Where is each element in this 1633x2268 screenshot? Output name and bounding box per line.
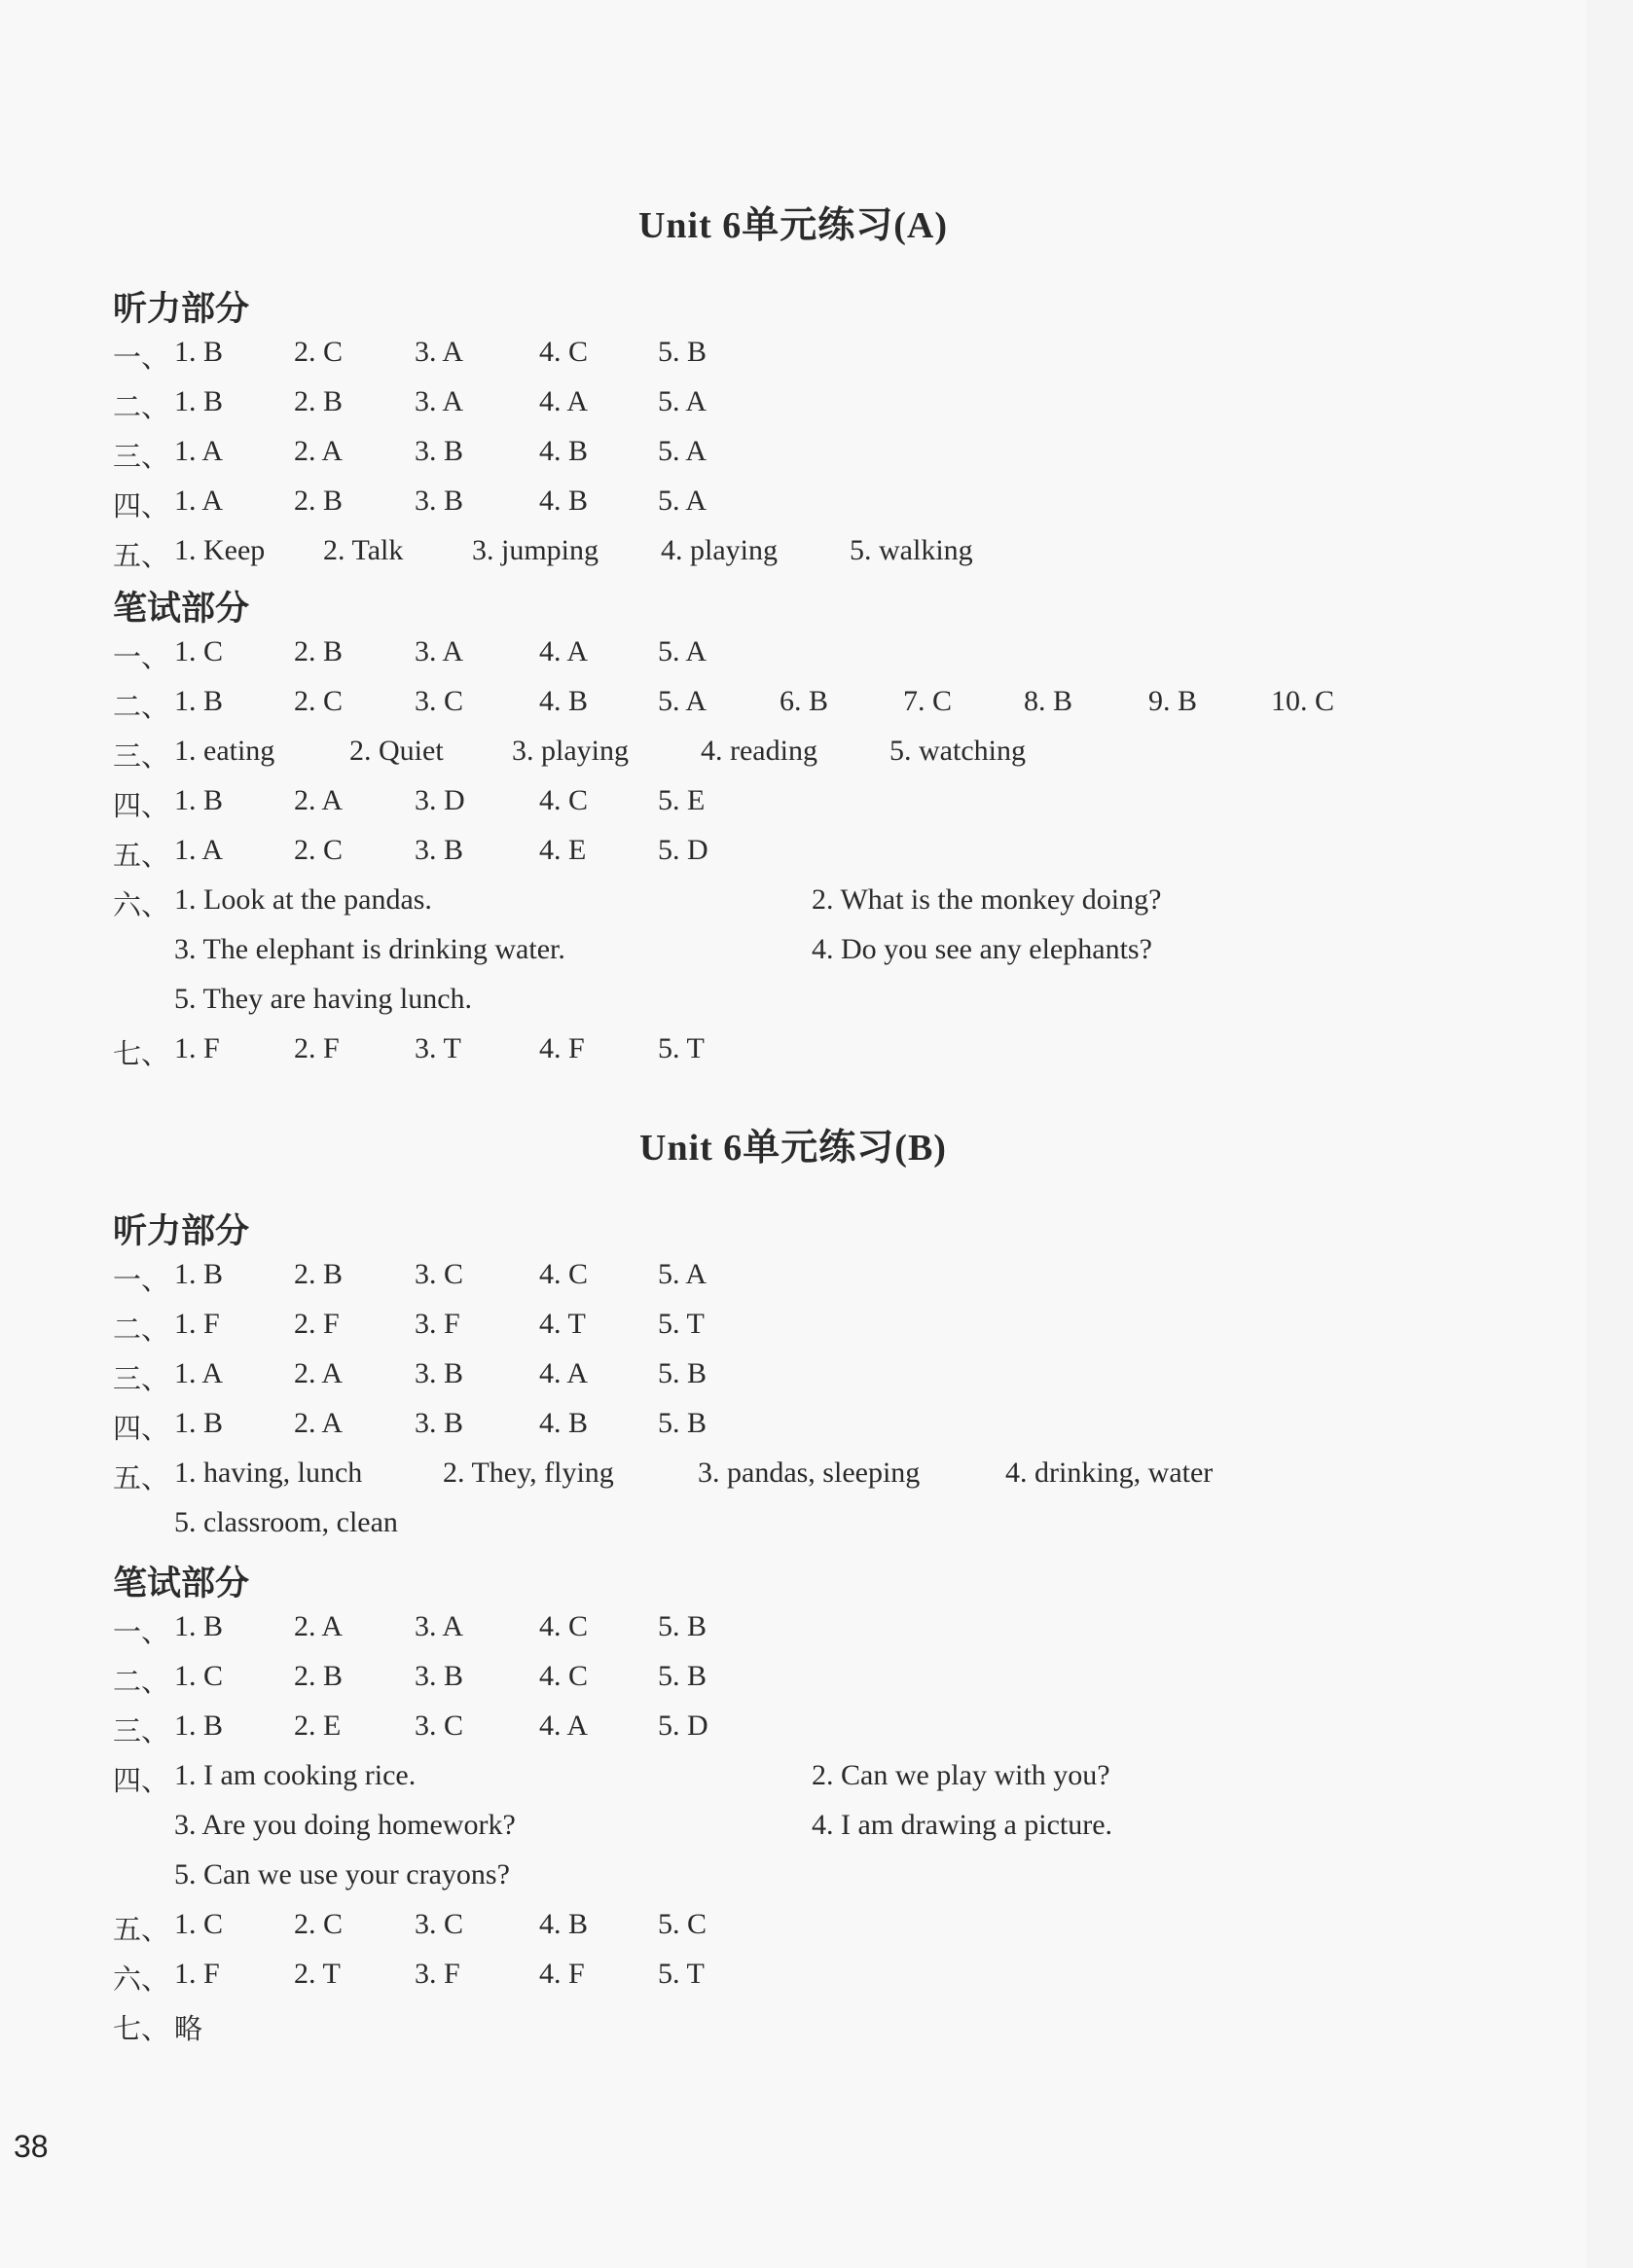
answer-item: 1. C <box>174 1660 224 1692</box>
answer-item: 2. A <box>294 1407 344 1439</box>
question-number: 四、 <box>113 489 170 522</box>
answer-row <box>113 1357 1534 1400</box>
answer-row <box>113 834 1534 877</box>
question-number: 五、 <box>113 1913 170 1946</box>
answer-row <box>113 534 1534 577</box>
answer-item: 1. B <box>174 1407 224 1439</box>
answer-item: 5. C <box>658 1908 708 1940</box>
answer-item: 3. The elephant is drinking water. <box>174 933 565 965</box>
answer-item: 4. T <box>539 1308 586 1340</box>
answer-item: 3. A <box>415 336 464 368</box>
answer-item: 5. B <box>658 336 708 368</box>
answer-item: 4. reading <box>701 735 817 767</box>
answer-row <box>113 685 1534 728</box>
part-heading: 笔试部分 <box>113 590 250 629</box>
part-heading: 听力部分 <box>113 1212 250 1251</box>
answer-row <box>113 1407 1534 1450</box>
answer-item: 4. C <box>539 1660 589 1692</box>
question-number: 四、 <box>113 1764 170 1797</box>
answer-item: 5. D <box>658 834 708 866</box>
answer-item: 2. B <box>294 1258 344 1290</box>
answer-item: 1. B <box>174 1710 224 1742</box>
answer-item: 4. A <box>539 385 589 417</box>
answer-item: 1. A <box>174 485 224 517</box>
answer-item: 5. A <box>658 485 708 517</box>
answer-item: 1. F <box>174 1032 220 1064</box>
answer-item: 1. A <box>174 435 224 467</box>
answer-item: 5. walking <box>850 534 973 566</box>
answer-item: 5. B <box>658 1610 708 1642</box>
answer-item: 10. C <box>1271 685 1335 717</box>
question-number: 四、 <box>113 1412 170 1445</box>
answer-item: 2. A <box>294 435 344 467</box>
answer-item: 4. B <box>539 1407 589 1439</box>
answer-item: 2. F <box>294 1032 340 1064</box>
answer-item: 3. B <box>415 1407 464 1439</box>
answer-item: 2. C <box>294 834 344 866</box>
answer-item: 5. classroom, clean <box>174 1506 398 1538</box>
page-number: 38 <box>14 2129 49 2164</box>
answer-row <box>113 1809 1534 1852</box>
answer-item: 5. T <box>658 1032 705 1064</box>
answer-row <box>113 883 1534 926</box>
answer-item: 2. E <box>294 1710 342 1742</box>
answer-item: 4. B <box>539 1908 589 1940</box>
answer-item: 4. C <box>539 1610 589 1642</box>
question-number: 三、 <box>113 1714 170 1747</box>
answer-item: 4. A <box>539 1710 589 1742</box>
answer-item: 3. F <box>415 1308 460 1340</box>
answer-item: 2. They, flying <box>443 1457 614 1489</box>
answer-item: 5. A <box>658 685 708 717</box>
answer-item: 1. B <box>174 784 224 816</box>
answer-item: 1. A <box>174 834 224 866</box>
answer-item: 略 <box>174 2012 203 2045</box>
answer-row <box>113 933 1534 976</box>
answer-item: 4. C <box>539 784 589 816</box>
answer-item: 3. pandas, sleeping <box>698 1457 921 1489</box>
answer-item: 4. A <box>539 1357 589 1389</box>
answer-item: 1. B <box>174 1258 224 1290</box>
answer-item: 1. C <box>174 635 224 667</box>
answer-item: 1. A <box>174 1357 224 1389</box>
answer-item: 2. F <box>294 1308 340 1340</box>
answer-row <box>113 1958 1534 2000</box>
answer-item: 2. C <box>294 336 344 368</box>
answer-item: 2. B <box>294 635 344 667</box>
answer-item: 1. eating <box>174 735 275 767</box>
section-title: Unit 6单元练习(A) <box>637 205 949 246</box>
question-number: 二、 <box>113 390 170 423</box>
answer-item: 1. F <box>174 1958 220 1990</box>
answer-row <box>113 735 1534 777</box>
question-number: 一、 <box>113 341 170 374</box>
answer-row <box>113 1610 1534 1653</box>
answer-item: 2. A <box>294 784 344 816</box>
answer-item: 4. F <box>539 1958 585 1990</box>
answer-row <box>113 1710 1534 1752</box>
answer-item: 5. watching <box>889 735 1026 767</box>
question-number: 六、 <box>113 888 170 921</box>
answer-item: 4. B <box>539 685 589 717</box>
answer-item: 3. C <box>415 1908 464 1940</box>
question-number: 一、 <box>113 1263 170 1296</box>
answer-item: 2. B <box>294 1660 344 1692</box>
question-number: 一、 <box>113 1615 170 1648</box>
answer-item: 1. C <box>174 1908 224 1940</box>
answer-item: 2. Talk <box>323 534 404 566</box>
section-title: Unit 6单元练习(B) <box>639 1128 947 1169</box>
answer-item: 3. A <box>415 1610 464 1642</box>
answer-item: 2. T <box>294 1958 341 1990</box>
answer-item: 4. A <box>539 635 589 667</box>
answer-row <box>113 485 1534 527</box>
answer-item: 3. D <box>415 784 465 816</box>
question-number: 五、 <box>113 839 170 872</box>
answer-item: 4. drinking, water <box>1005 1457 1214 1489</box>
answer-item: 6. B <box>780 685 829 717</box>
answer-row <box>113 1908 1534 1951</box>
answer-item: 3. Are you doing homework? <box>174 1809 516 1841</box>
question-number: 七、 <box>113 2012 170 2045</box>
answer-row <box>113 385 1534 428</box>
answer-item: 2. B <box>294 485 344 517</box>
answer-item: 1. having, lunch <box>174 1457 363 1489</box>
answer-item: 4. E <box>539 834 587 866</box>
answer-item: 5. Can we use your crayons? <box>174 1858 510 1890</box>
answer-row <box>113 635 1534 678</box>
answer-item: 1. B <box>174 1610 224 1642</box>
answer-item: 3. jumping <box>472 534 599 566</box>
answer-item: 3. C <box>415 1258 464 1290</box>
answer-item: 3. B <box>415 485 464 517</box>
question-number: 五、 <box>113 1461 170 1494</box>
question-number: 三、 <box>113 1362 170 1395</box>
answer-item: 3. A <box>415 635 464 667</box>
answer-item: 4. B <box>539 485 589 517</box>
question-number: 二、 <box>113 690 170 723</box>
answer-item: 5. D <box>658 1710 708 1742</box>
answer-item: 5. They are having lunch. <box>174 983 473 1015</box>
question-number: 四、 <box>113 789 170 822</box>
answer-row <box>113 2007 1534 2050</box>
answer-item: 5. B <box>658 1407 708 1439</box>
question-number: 三、 <box>113 739 170 773</box>
answer-item: 5. T <box>658 1958 705 1990</box>
answer-item: 5. T <box>658 1308 705 1340</box>
answer-row <box>113 1457 1534 1499</box>
question-number: 七、 <box>113 1037 170 1070</box>
part-heading: 听力部分 <box>113 290 250 329</box>
answer-item: 4. playing <box>661 534 778 566</box>
answer-item: 1. Look at the pandas. <box>174 883 432 916</box>
answer-item: 5. A <box>658 385 708 417</box>
part-heading: 笔试部分 <box>113 1565 250 1603</box>
answer-row <box>113 1506 1534 1549</box>
answer-item: 5. A <box>658 435 708 467</box>
answer-item: 4. C <box>539 336 589 368</box>
answer-row <box>113 1759 1534 1802</box>
answer-item: 3. B <box>415 834 464 866</box>
answer-row <box>113 336 1534 378</box>
answer-row <box>113 435 1534 478</box>
answer-item: 5. B <box>658 1660 708 1692</box>
answer-item: 4. F <box>539 1032 585 1064</box>
answer-item: 1. I am cooking rice. <box>174 1759 417 1791</box>
answer-row <box>113 1858 1534 1901</box>
answer-row <box>113 1660 1534 1703</box>
answer-item: 2. What is the monkey doing? <box>812 883 1162 916</box>
answer-item: 1. F <box>174 1308 220 1340</box>
answer-item: 2. A <box>294 1357 344 1389</box>
answer-row <box>113 1258 1534 1301</box>
answer-item: 8. B <box>1024 685 1073 717</box>
answer-item: 3. C <box>415 1710 464 1742</box>
answer-item: 4. I am drawing a picture. <box>812 1809 1113 1841</box>
question-number: 三、 <box>113 440 170 473</box>
answer-item: 5. A <box>658 635 708 667</box>
answer-item: 5. E <box>658 784 706 816</box>
question-number: 一、 <box>113 640 170 673</box>
answer-item: 4. Do you see any elephants? <box>812 933 1152 965</box>
answer-item: 3. playing <box>512 735 629 767</box>
answer-item: 3. B <box>415 1357 464 1389</box>
answer-item: 4. C <box>539 1258 589 1290</box>
answer-item: 4. B <box>539 435 589 467</box>
answer-item: 2. A <box>294 1610 344 1642</box>
answer-item: 1. Keep <box>174 534 266 566</box>
answer-item: 5. B <box>658 1357 708 1389</box>
question-number: 五、 <box>113 539 170 572</box>
answer-item: 2. Quiet <box>349 735 444 767</box>
answer-item: 7. C <box>903 685 953 717</box>
answer-item: 3. T <box>415 1032 461 1064</box>
answer-item: 2. Can we play with you? <box>812 1759 1110 1791</box>
answer-item: 2. B <box>294 385 344 417</box>
answer-item: 2. C <box>294 685 344 717</box>
answer-item: 1. B <box>174 685 224 717</box>
answer-item: 3. B <box>415 435 464 467</box>
question-number: 六、 <box>113 1962 170 1996</box>
answer-item: 1. B <box>174 336 224 368</box>
answer-row <box>113 784 1534 827</box>
answer-item: 3. C <box>415 685 464 717</box>
answer-row <box>113 1032 1534 1075</box>
answer-item: 9. B <box>1148 685 1198 717</box>
answer-item: 1. B <box>174 385 224 417</box>
answer-item: 2. C <box>294 1908 344 1940</box>
answer-item: 3. A <box>415 385 464 417</box>
question-number: 二、 <box>113 1665 170 1698</box>
answer-item: 5. A <box>658 1258 708 1290</box>
answer-item: 3. B <box>415 1660 464 1692</box>
question-number: 二、 <box>113 1313 170 1346</box>
answer-item: 3. F <box>415 1958 460 1990</box>
answer-row <box>113 1308 1534 1350</box>
answer-row <box>113 983 1534 1026</box>
